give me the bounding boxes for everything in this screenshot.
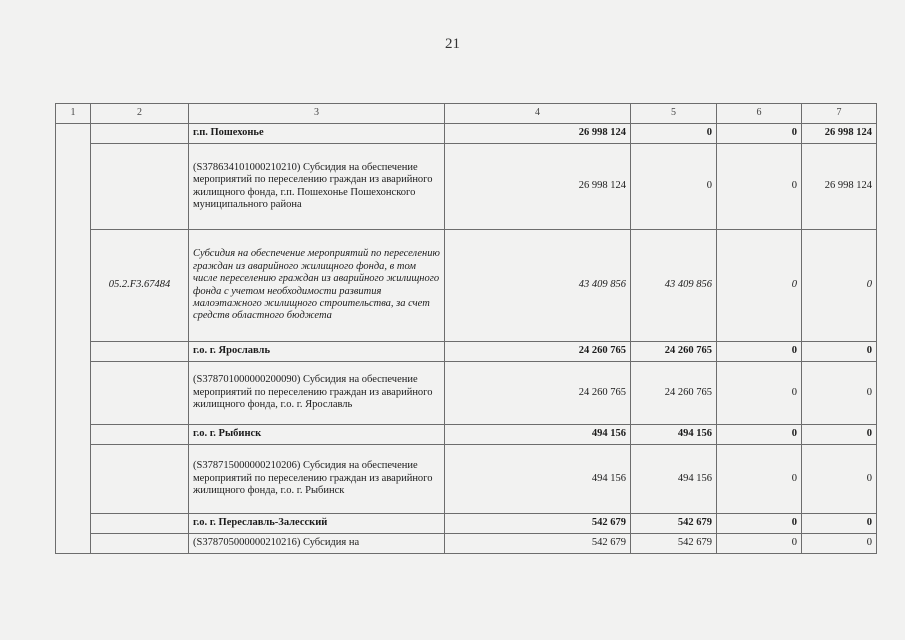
value-cell: 542 679	[445, 534, 631, 554]
value-cell: 494 156	[445, 445, 631, 514]
code-cell: 05.2.F3.67484	[91, 230, 189, 342]
code-cell	[91, 445, 189, 514]
value-cell: 0	[717, 124, 802, 144]
code-cell	[91, 342, 189, 362]
table-row	[56, 124, 877, 144]
description-cell: (S378705000000210216) Субсидия на	[189, 534, 445, 554]
value-cell: 0	[802, 514, 877, 534]
description-cell: г.о. г. Ярославль	[189, 342, 445, 362]
value-cell: 0	[802, 534, 877, 554]
table-row	[56, 342, 877, 362]
description-cell: (S378634101000210210) Субсидия на обеспечение мероприятий по переселению граждан из аварийного жилищного фонда, г.п. Пошехонье Пошехонского муниципального района	[189, 144, 445, 230]
value-cell: 0	[802, 362, 877, 425]
code-cell	[91, 514, 189, 534]
code-cell	[91, 362, 189, 425]
value-cell: 0	[802, 342, 877, 362]
value-cell: 0	[631, 124, 717, 144]
budget-table	[55, 103, 877, 554]
column-header: 3	[189, 104, 445, 124]
column-header: 5	[631, 104, 717, 124]
value-cell: 0	[717, 445, 802, 514]
value-cell: 542 679	[631, 514, 717, 534]
column-header: 6	[717, 104, 802, 124]
value-cell: 542 679	[631, 534, 717, 554]
table-row	[56, 144, 877, 230]
value-cell: 26 998 124	[445, 144, 631, 230]
table-row	[56, 445, 877, 514]
page-number: 21	[445, 36, 460, 52]
description-cell: г.о. г. Переславль-Залесский	[189, 514, 445, 534]
value-cell: 0	[717, 144, 802, 230]
value-cell: 0	[631, 144, 717, 230]
value-cell: 494 156	[631, 445, 717, 514]
description-cell: (S378701000000200090) Субсидия на обеспечение мероприятий по переселению граждан из аварийного жилищного фонда, г.о. г. Ярославль	[189, 362, 445, 425]
value-cell: 24 260 765	[631, 342, 717, 362]
table-row	[56, 230, 877, 342]
table-row	[56, 514, 877, 534]
value-cell: 0	[717, 514, 802, 534]
empty-cell	[56, 124, 91, 554]
table-row	[56, 534, 877, 554]
value-cell: 0	[717, 425, 802, 445]
column-header: 7	[802, 104, 877, 124]
value-cell: 24 260 765	[445, 342, 631, 362]
description-cell: (S378715000000210206) Субсидия на обеспечение мероприятий по переселению граждан из аварийного жилищного фонда, г.о. г. Рыбинск	[189, 445, 445, 514]
code-cell	[91, 425, 189, 445]
value-cell: 0	[717, 230, 802, 342]
value-cell: 0	[717, 362, 802, 425]
table-header-row	[56, 104, 877, 124]
table-row	[56, 362, 877, 425]
table-row	[56, 425, 877, 445]
value-cell: 26 998 124	[802, 144, 877, 230]
code-cell	[91, 124, 189, 144]
value-cell: 542 679	[445, 514, 631, 534]
value-cell: 0	[717, 342, 802, 362]
value-cell: 26 998 124	[445, 124, 631, 144]
value-cell: 0	[802, 445, 877, 514]
value-cell: 26 998 124	[802, 124, 877, 144]
value-cell: 494 156	[631, 425, 717, 445]
value-cell: 24 260 765	[445, 362, 631, 425]
value-cell: 24 260 765	[631, 362, 717, 425]
code-cell	[91, 144, 189, 230]
value-cell: 0	[717, 534, 802, 554]
value-cell: 494 156	[445, 425, 631, 445]
description-cell: Субсидия на обеспечение мероприятий по переселению граждан из аварийного жилищного фонда, в том числе переселению граждан из аварийного жилищного фонда с учетом необходимости развития малоэтажного жилищного строительства, за счет средств областного бюджета	[189, 230, 445, 342]
column-header: 1	[56, 104, 91, 124]
value-cell: 43 409 856	[631, 230, 717, 342]
value-cell: 0	[802, 425, 877, 445]
description-cell: г.п. Пошехонье	[189, 124, 445, 144]
value-cell: 43 409 856	[445, 230, 631, 342]
value-cell: 0	[802, 230, 877, 342]
description-cell: г.о. г. Рыбинск	[189, 425, 445, 445]
column-header: 2	[91, 104, 189, 124]
code-cell	[91, 534, 189, 554]
column-header: 4	[445, 104, 631, 124]
